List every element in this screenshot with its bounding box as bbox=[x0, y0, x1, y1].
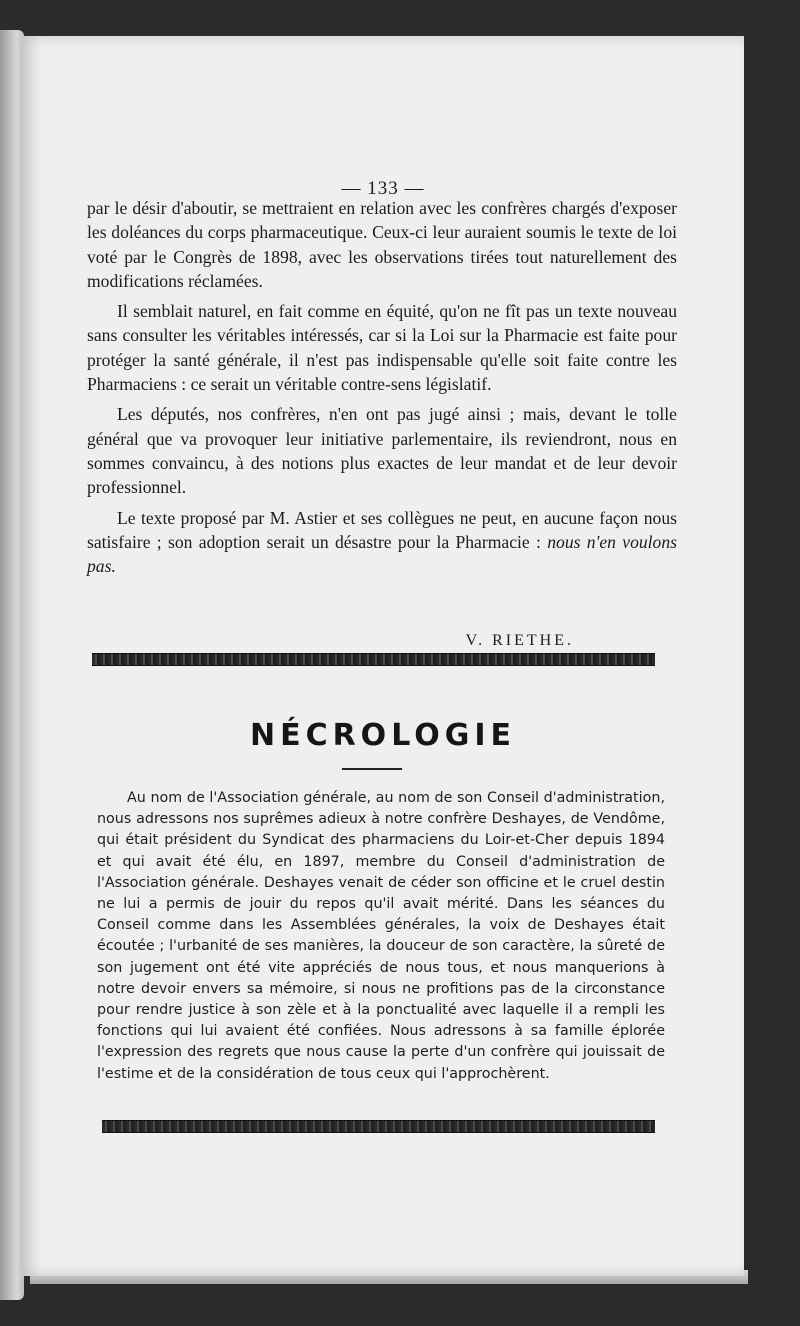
author-signature: V. RIETHE. bbox=[465, 632, 574, 649]
paragraph-conclusion bbox=[87, 506, 677, 579]
section-title: NÉCROLOGIE bbox=[249, 718, 517, 753]
top-divider-rule bbox=[92, 653, 655, 666]
paragraph-equity: Il semblait naturel, en fait comme en équité, qu'on ne fît pas un texte nouveau sans consulter les véritables intéressés, car si la Loi sur la Pharmacie est faite pour protéger la santé générale, il n'est pas indispensable qu'elle soit faite contre les Pharmaciens : ce serait un véritable contre-sens législatif. bbox=[87, 301, 677, 395]
facing-page-edge bbox=[0, 30, 24, 1300]
conclusion-text: Le texte proposé par M. Astier et ses collègues ne peut, en aucune façon nous satisfaire ; son adoption serait un désastre pour la Pharmacie : bbox=[87, 507, 677, 552]
paragraph-deputies: Les députés, nos confrères, n'en ont pas jugé ainsi ; mais, devant le tolle général que va provoquer leur initiative parlementaire, ils reviendront, nous en sommes convaincu, à des notions plus exactes de leur mandat et de leur devoir professionnel. bbox=[87, 404, 677, 498]
title-underline bbox=[342, 768, 402, 770]
article-body bbox=[87, 196, 677, 578]
paragraph-continuation: par le désir d'aboutir, se mettraient en relation avec les confrères chargés d'exposer les doléances du corps pharmaceutique. Ceux-ci leur auraient soumis le texte de loi voté par le Congrès de 1898, avec les observations tirées tout naturellement des modifications réclamées. bbox=[87, 198, 677, 291]
conclusion-emphasis: nous n'en voulons pas. bbox=[87, 531, 678, 577]
book-page bbox=[22, 36, 744, 1276]
obituary-paragraph: Au nom de l'Association générale, au nom de son Conseil d'administration, nous adressons nos suprêmes adieux à notre confrère Deshayes, de Vendôme, qui était président du Syndicat des pharmaciens du Loir-et-Cher depuis 1894 et qui avait été élu, en 1897, membre du Conseil d'administration de l'Association générale. Deshayes venait de céder son officine et le cruel destin ne lui a permis de jouir du repos qu'il avait mérité. Dans les séances du Conseil comme dans les Assemblées générales, la voix de Deshayes était écoutée ; l'urbanité de ses manières, la douceur de son caractère, la sûreté de son jugement ont été vite appréciés de nous tous, et nous manquerions à notre devoir envers sa mémoire, si nous ne profitions pas de la circonstance pour rendre justice à son zèle et à la ponctualité avec laquelle il a rempli les fonctions qui lui avaient été confiées. Nous adressons à sa famille éplorée l'expression des regrets que nous cause la perte d'un confrère qui jouissait de l'estime et de la considération de tous ceux qui l'approchèrent. bbox=[97, 790, 665, 1082]
bottom-divider-rule bbox=[102, 1120, 655, 1133]
page-number: — 133 — bbox=[341, 178, 425, 199]
